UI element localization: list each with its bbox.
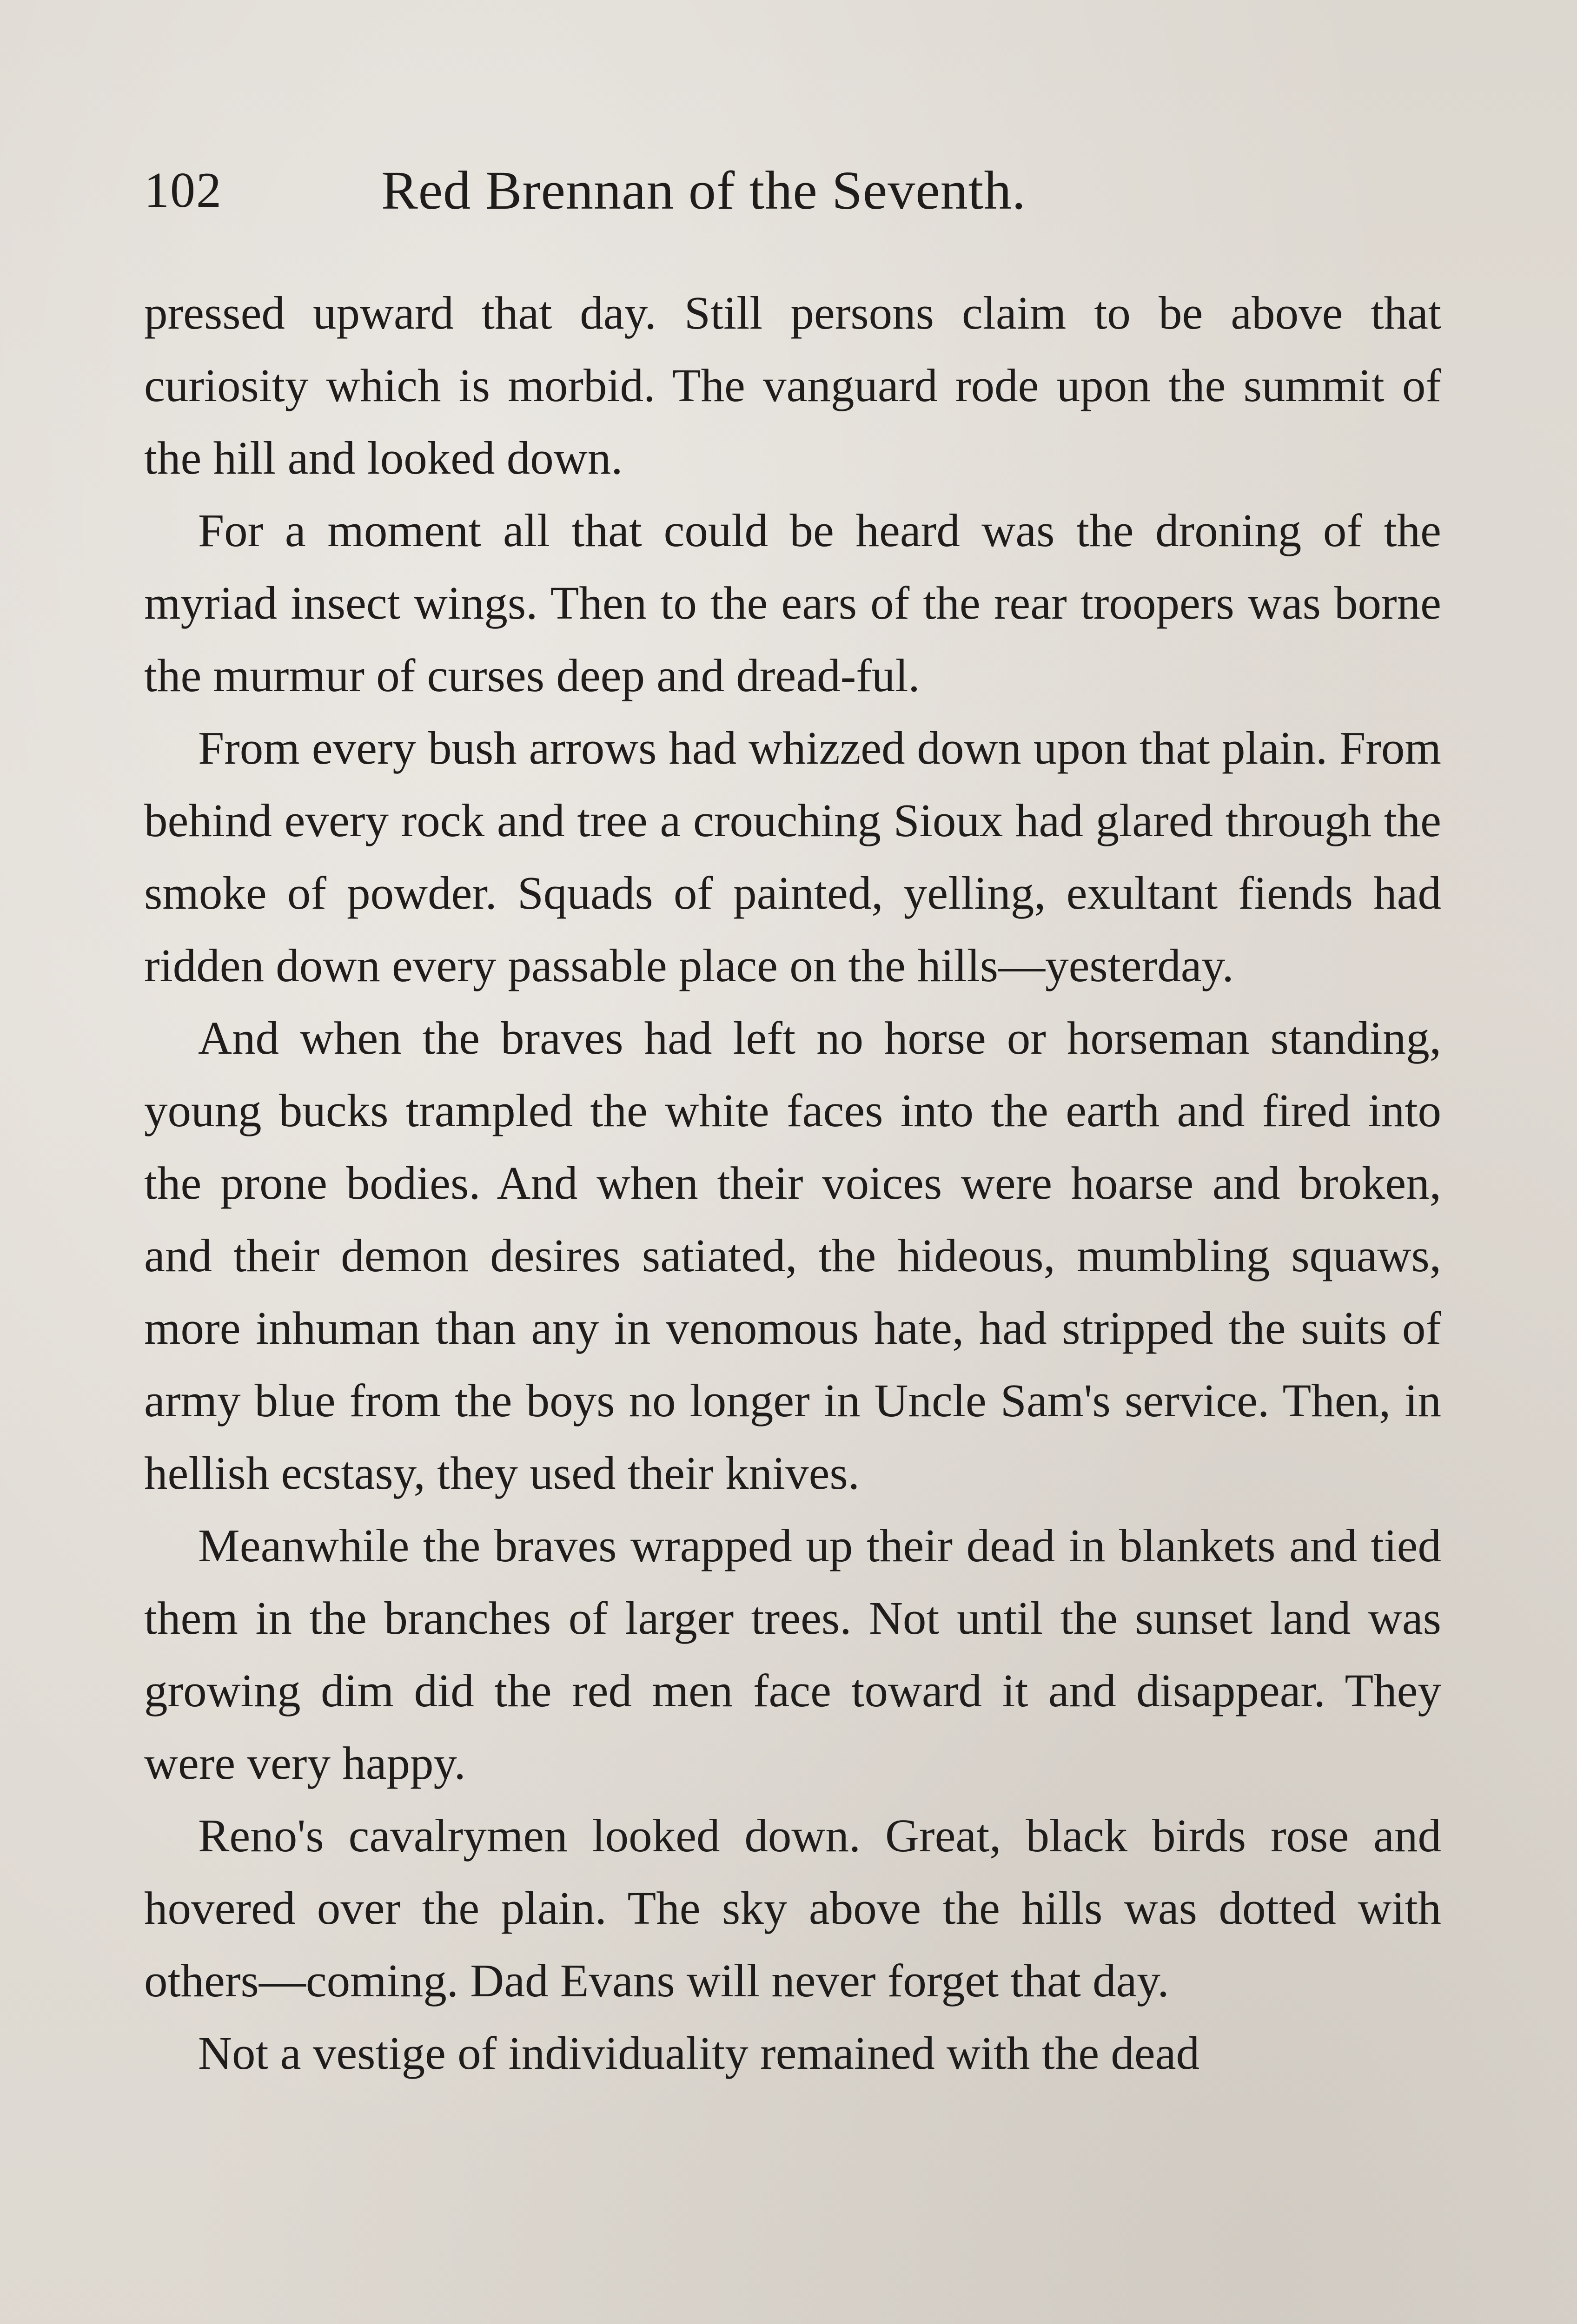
paragraph: Not a vestige of individuality remained with the dead [198, 2027, 1200, 2079]
book-title: Red Brennan of the Seventh. [381, 160, 1026, 221]
running-head [144, 153, 1441, 228]
paragraph: Meanwhile the braves wrapped up their dead in blankets and tied them in the branches of larger trees. Not until the sunset land was growing dim did the red men face toward it and disappear. They were very happy. [144, 1519, 1441, 1789]
body-text [144, 277, 1441, 2089]
paragraph: From every bush arrows had whizzed down upon that plain. From behind every rock and tree a crouching Sioux had glared through the smoke of powder. Squads of painted, yelling, exultant fiends had ridden down every passable place on the hills—yesterday. [144, 722, 1441, 991]
paragraph: And when the braves had left no horse or horseman standing, young bucks trampled the white faces into the earth and fired into the prone bodies. And when their voices were hoarse and broken, and their demon desires satiated, the hideous, mumbling squaws, more inhuman than any in venomous hate, had stripped the suits of army blue from the boys no longer in Uncle Sam's service. Then, in hellish ecstasy, they used their knives. [144, 1012, 1441, 1499]
paragraph: pressed upward that day. Still persons claim to be above that curiosity which is morbid. The vanguard rode upon the summit of the hill and looked down. [144, 287, 1441, 484]
paragraph: For a moment all that could be heard was the droning of the myriad insect wings. Then to the ears of the rear troopers was borne the murmur of curses deep and dread-ful. [144, 504, 1441, 701]
page-number: 102 [144, 163, 222, 218]
paragraph: Reno's cavalrymen looked down. Great, black birds rose and hovered over the plain. The sky above the hills was dotted with others—coming. Dad Evans will never forget that day. [144, 1809, 1441, 2007]
